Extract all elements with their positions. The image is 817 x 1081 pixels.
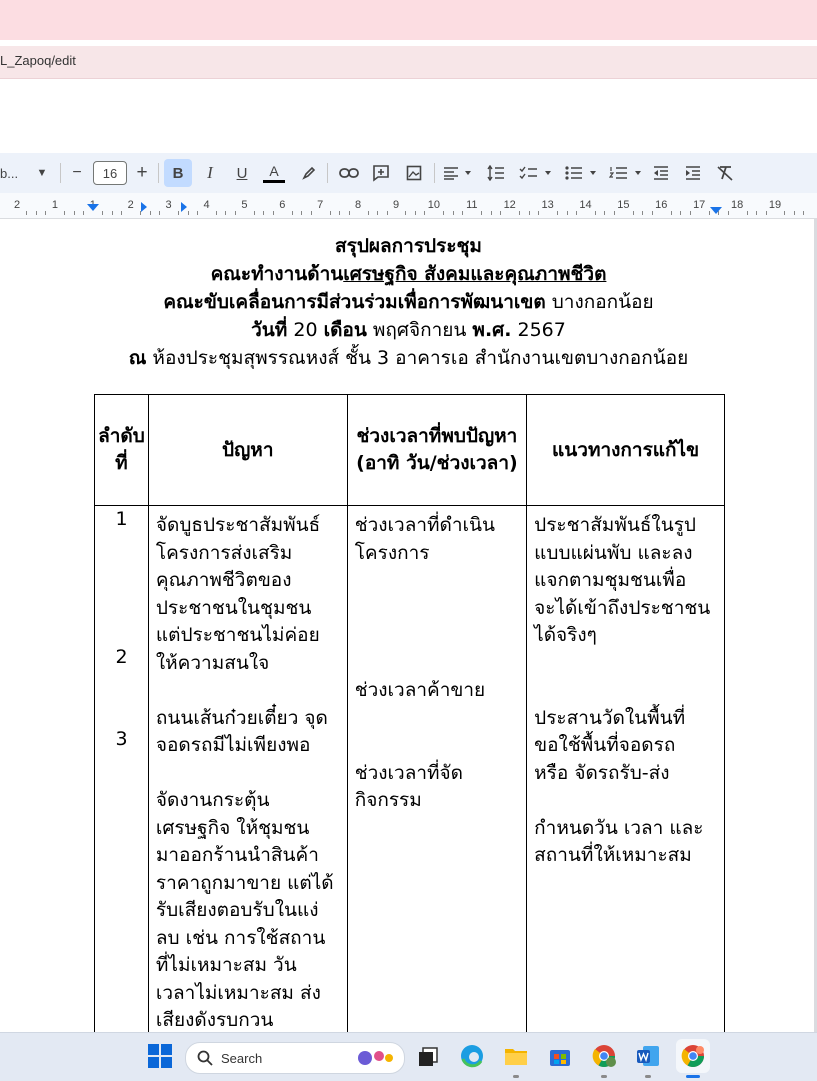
row-number: 1: [115, 508, 128, 530]
font-name-label: b...: [0, 165, 19, 181]
table-body-row: [95, 506, 725, 1033]
doc-date-line: [0, 315, 817, 345]
word-icon[interactable]: [635, 1043, 661, 1069]
doc-location-line: [0, 343, 817, 373]
ruler-tick: [538, 211, 539, 215]
ruler-tick: [415, 211, 416, 215]
table-line: โครงการ: [354, 541, 430, 564]
file-explorer-icon[interactable]: [503, 1043, 529, 1069]
ruler-number: 12: [503, 199, 516, 211]
highlight-button[interactable]: [297, 153, 321, 193]
cell-no[interactable]: [95, 506, 149, 1033]
ruler-tick: [263, 211, 264, 215]
table-line: รับเสียงตอบรับในแง่: [155, 899, 319, 921]
header-problem: ปัญหา: [148, 395, 347, 506]
ruler-tick: [36, 211, 37, 215]
ruler-number: 3: [165, 199, 172, 211]
date-month: พฤศจิกายน: [366, 319, 473, 341]
ruler-tick: [453, 211, 454, 215]
running-indicator: [645, 1075, 651, 1078]
clear-formatting-icon: [716, 165, 734, 181]
date-year: 2567: [511, 319, 566, 341]
toolbar-divider: [434, 163, 435, 183]
ruler-tick: [45, 211, 46, 215]
ruler-number: 15: [617, 199, 630, 211]
ruler-tick: [64, 211, 65, 215]
ruler-tick: [519, 211, 520, 215]
ruler-number: 6: [279, 199, 286, 211]
ruler-tick: [83, 211, 84, 215]
docs-header: [0, 87, 817, 151]
link-icon: [339, 167, 359, 179]
ruler-tick: [784, 211, 785, 215]
ruler-tick: [756, 211, 757, 215]
title-line-1: สรุปผลการประชุม: [335, 235, 482, 257]
ruler-tick: [766, 211, 767, 215]
header-time: ช่วงเวลาที่พบปัญหา (อาทิ วัน/ช่วงเวลา): [347, 395, 526, 506]
ruler-tick: [491, 211, 492, 215]
underline-icon: U: [236, 164, 248, 182]
doc-subtitle-committee: [0, 287, 817, 317]
ruler-number: 14: [579, 199, 592, 211]
ruler-tick: [301, 211, 302, 215]
ruler-tick: [614, 211, 615, 215]
minus-icon: −: [72, 164, 82, 181]
running-indicator: [601, 1075, 607, 1078]
decrease-font-size-button[interactable]: [66, 153, 88, 193]
table-line: [534, 677, 718, 705]
title-line-2-underlined: เศรษฐกิจ สังคมและคุณภาพชีวิต: [343, 263, 607, 285]
ruler-tick: [225, 211, 226, 215]
document-canvas[interactable]: [0, 219, 817, 1032]
italic-icon: I: [207, 163, 213, 182]
cell-problem[interactable]: [148, 506, 347, 1033]
ruler-tick: [671, 211, 672, 215]
ruler-tick: [26, 211, 27, 215]
ruler-tick: [652, 211, 653, 215]
date-month-label: เดือน: [323, 319, 367, 341]
header-no: ลำดับที่: [95, 395, 149, 506]
running-indicator: [513, 1075, 519, 1078]
table-line: เวลาไม่เหมาะสม ส่ง: [155, 981, 321, 1004]
date-day: 20: [287, 319, 324, 341]
line-spacing-button[interactable]: [484, 153, 508, 193]
search-icon: [197, 1050, 213, 1066]
table-line: ช่วงเวลาที่ดำเนิน: [354, 514, 496, 536]
table-line: เสียงดังรบกวน: [155, 1009, 274, 1031]
cell-solution[interactable]: [527, 506, 725, 1033]
edge-browser-icon[interactable]: [459, 1043, 485, 1069]
title-line-2-prefix: คณะทำงานด้าน: [210, 263, 344, 285]
formatting-toolbar: [0, 153, 817, 193]
task-view-icon[interactable]: [415, 1043, 441, 1069]
table-line: ถนนเส้นก๋วยเตี๋ยว จุด: [155, 706, 328, 729]
ruler-tick: [557, 211, 558, 215]
text-color-icon: A: [269, 162, 279, 179]
right-indent-marker-icon[interactable]: [709, 206, 723, 216]
table-line: ให้ความสนใจ: [155, 651, 270, 674]
ruler-number: 2: [127, 199, 134, 211]
table-line: ได้จริงๆ: [534, 624, 597, 646]
ruler-tick: [150, 211, 151, 215]
ruler-tick: [747, 211, 748, 215]
ruler-tick: [178, 211, 179, 215]
first-line-indent-marker-icon[interactable]: [140, 201, 148, 213]
font-size-input[interactable]: [93, 161, 127, 185]
bold-icon: B: [172, 164, 184, 182]
ruler-tick: [567, 211, 568, 215]
ruler-tick: [405, 211, 406, 215]
align-left-icon: [443, 166, 473, 180]
font-size-value: 16: [102, 165, 118, 181]
taskbar-search-box[interactable]: [185, 1042, 405, 1074]
title-line-3-district: บางกอกน้อย: [545, 291, 654, 313]
ruler-tick: [690, 211, 691, 215]
table-line: ราคาถูกมาขาย แต่ได้: [155, 871, 334, 894]
ruler-number: 16: [655, 199, 668, 211]
ruler-tick: [529, 211, 530, 215]
table-line: โครงการส่งเสริม: [155, 541, 293, 564]
numbered-list-icon: [609, 166, 643, 180]
table-line: [534, 650, 718, 678]
ruler-tick: [633, 211, 634, 215]
ruler-tick: [794, 211, 795, 215]
checklist-dropdown[interactable]: [516, 153, 556, 193]
address-bar[interactable]: [0, 46, 817, 79]
ruler-tick: [254, 211, 255, 215]
date-day-label: วันที่: [251, 319, 288, 341]
table-line: จะได้เข้าถึงประชาชน: [534, 596, 711, 619]
ruler-tick: [595, 211, 596, 215]
chrome-active-icon[interactable]: [676, 1039, 710, 1073]
ruler-tick: [216, 211, 217, 215]
align-dropdown[interactable]: [440, 153, 476, 193]
ruler-tick: [292, 211, 293, 215]
image-icon: [406, 165, 422, 181]
table-line: จัดบูธประชาสัมพันธ์: [155, 514, 321, 536]
ruler-number: 19: [768, 199, 782, 211]
highlighter-icon: [301, 165, 317, 181]
ruler-tick: [74, 211, 75, 215]
ruler-tick: [159, 211, 160, 215]
ruler-tick: [273, 211, 274, 215]
ruler-number: 10: [427, 199, 441, 211]
ruler-tick: [311, 211, 312, 215]
ruler-tick: [339, 211, 340, 215]
ruler-tick: [443, 211, 444, 215]
table-line: [355, 567, 520, 595]
ruler-number: 5: [241, 199, 248, 211]
insert-image-button[interactable]: [401, 153, 427, 193]
table-line: คุณภาพชีวิตของ: [155, 569, 292, 591]
date-year-label: พ.ศ.: [472, 319, 512, 341]
ruler-number: 4: [203, 199, 210, 211]
table-line: ช่วงเวลาค้าขาย: [354, 679, 486, 701]
microsoft-store-icon[interactable]: [547, 1043, 573, 1069]
ruler-tick: [481, 211, 482, 215]
ruler-tick: [235, 211, 236, 215]
document-page[interactable]: [0, 219, 815, 1032]
table-line: [355, 622, 520, 650]
ruler-number: 18: [730, 199, 744, 211]
table-line: กิจกรรม: [354, 789, 422, 811]
table-line: แต่ประชาชนไม่ค่อย: [155, 624, 320, 646]
decrease-indent-icon: [653, 166, 669, 180]
table-line: [534, 787, 718, 815]
meeting-summary-table: [94, 394, 725, 1032]
row-number: 2: [115, 645, 128, 668]
table-line: [156, 760, 341, 788]
ruler-tick: [349, 211, 350, 215]
ruler-tick: [500, 211, 501, 215]
ruler-number: 13: [541, 199, 554, 211]
search-highlight-icon: [351, 1046, 399, 1070]
bulleted-list-dropdown[interactable]: [561, 153, 601, 193]
ruler-number: 9: [392, 199, 400, 211]
chrome-profile-icon[interactable]: [591, 1043, 617, 1069]
tab-stop-marker-icon[interactable]: [180, 201, 188, 213]
table-line: [355, 705, 520, 733]
ruler-tick: [330, 211, 331, 215]
table-line: ประชาสัมพันธ์ในรูป: [534, 514, 696, 536]
table-line: แจกตามชุมชนเพื่อ: [534, 569, 687, 591]
ruler-tick: [642, 211, 643, 215]
ruler-tick: [576, 211, 577, 215]
table-line: [156, 677, 341, 705]
ruler-tick: [197, 211, 198, 215]
search-label: Search: [221, 1051, 263, 1066]
active-indicator: [686, 1075, 700, 1078]
bullet-list-icon: [564, 166, 598, 180]
ruler-tick: [803, 211, 804, 215]
ruler-number: 2: [13, 199, 21, 211]
text-color-swatch: [263, 180, 285, 183]
cell-time[interactable]: [347, 506, 526, 1033]
left-indent-marker-icon[interactable]: [86, 203, 100, 213]
comment-icon: [372, 164, 390, 182]
doc-subtitle-working-group: [0, 259, 817, 289]
location-text: ห้องประชุมสุพรรณหงส์ ชั้น 3 อาคารเอ สำนักงานเขตบางกอกน้อย: [146, 347, 689, 369]
underline-button[interactable]: [229, 153, 255, 193]
numbered-list-dropdown[interactable]: [606, 153, 646, 193]
doc-title: [0, 231, 817, 261]
ruler-tick: [604, 211, 605, 215]
ruler-number: 17: [693, 199, 706, 211]
toolbar-divider: [60, 163, 61, 183]
ruler-number: 8: [355, 199, 362, 211]
ruler-tick: [680, 211, 681, 215]
table-header-row: [95, 395, 725, 506]
ruler-number: 7: [317, 199, 324, 211]
line-spacing-icon: [487, 165, 505, 181]
windows-start-icon[interactable]: [147, 1043, 173, 1069]
horizontal-ruler[interactable]: [0, 193, 817, 219]
italic-button[interactable]: [197, 153, 223, 193]
ruler-number: 11: [466, 199, 478, 211]
ruler-tick: [112, 211, 113, 215]
text-color-button[interactable]: [261, 153, 287, 193]
checklist-icon: [519, 166, 553, 180]
ruler-tick: [462, 211, 463, 215]
browser-tab-strip: [0, 0, 817, 40]
increase-font-size-button[interactable]: [131, 153, 153, 193]
table-line: ประสานวัดในพื้นที่: [534, 706, 686, 729]
table-line: เศรษฐกิจ ให้ชุมชน: [155, 816, 310, 839]
location-label: ณ: [128, 347, 147, 369]
table-line: มาออกร้านนำสินค้า: [155, 844, 319, 866]
table-line: [355, 595, 520, 623]
toolbar-divider: [158, 163, 159, 183]
ruler-tick: [102, 211, 103, 215]
ruler-tick: [377, 211, 378, 215]
bold-button[interactable]: [164, 159, 192, 187]
table-line: ที่ไม่เหมาะสม วัน: [155, 954, 297, 976]
header-solution: แนวทางการแก้ไข: [527, 395, 725, 506]
table-line: [355, 650, 520, 678]
ruler-tick: [387, 211, 388, 215]
insert-link-button[interactable]: [336, 153, 362, 193]
table-line: ขอใช้พื้นที่จอดรถ: [534, 734, 676, 756]
table-line: จัดงานกระตุ้น: [155, 789, 270, 811]
table-line: ช่วงเวลาที่จัด: [354, 761, 464, 784]
increase-indent-button[interactable]: [681, 153, 705, 193]
table-line: [355, 732, 520, 760]
toolbar-divider: [327, 163, 328, 183]
font-name-dropdown[interactable]: [0, 153, 30, 193]
ruler-number: 1: [51, 199, 58, 211]
clear-formatting-button[interactable]: [713, 153, 737, 193]
plus-icon: +: [136, 162, 148, 183]
title-line-3-bold: คณะขับเคลื่อนการมีส่วนร่วมเพื่อการพัฒนาเขต: [163, 291, 546, 313]
windows-taskbar: [0, 1032, 817, 1081]
table-line: สถานที่ให้เหมาะสม: [534, 844, 692, 866]
url-text[interactable]: L_Zapoq/edit: [0, 53, 76, 68]
table-line: ประชาชนในชุมชน: [155, 596, 312, 619]
ruler-tick: [121, 211, 122, 215]
table-line: จอดรถมีไม่เพียงพอ: [155, 734, 311, 756]
table-line: ลบ เช่น การใช้สถาน: [155, 926, 326, 949]
table-line: แบบแผ่นพับ และลง: [534, 541, 693, 564]
increase-indent-icon: [685, 166, 701, 180]
chevron-down-icon[interactable]: ▼: [36, 167, 48, 179]
table-line: กำหนดวัน เวลา และ: [534, 816, 704, 839]
table-line: หรือ จัดรถรับ-ส่ง: [534, 761, 670, 784]
decrease-indent-button[interactable]: [649, 153, 673, 193]
row-number: 3: [115, 728, 128, 750]
add-comment-button[interactable]: [368, 153, 394, 193]
ruler-tick: [728, 211, 729, 215]
ruler-tick: [424, 211, 425, 215]
ruler-tick: [368, 211, 369, 215]
